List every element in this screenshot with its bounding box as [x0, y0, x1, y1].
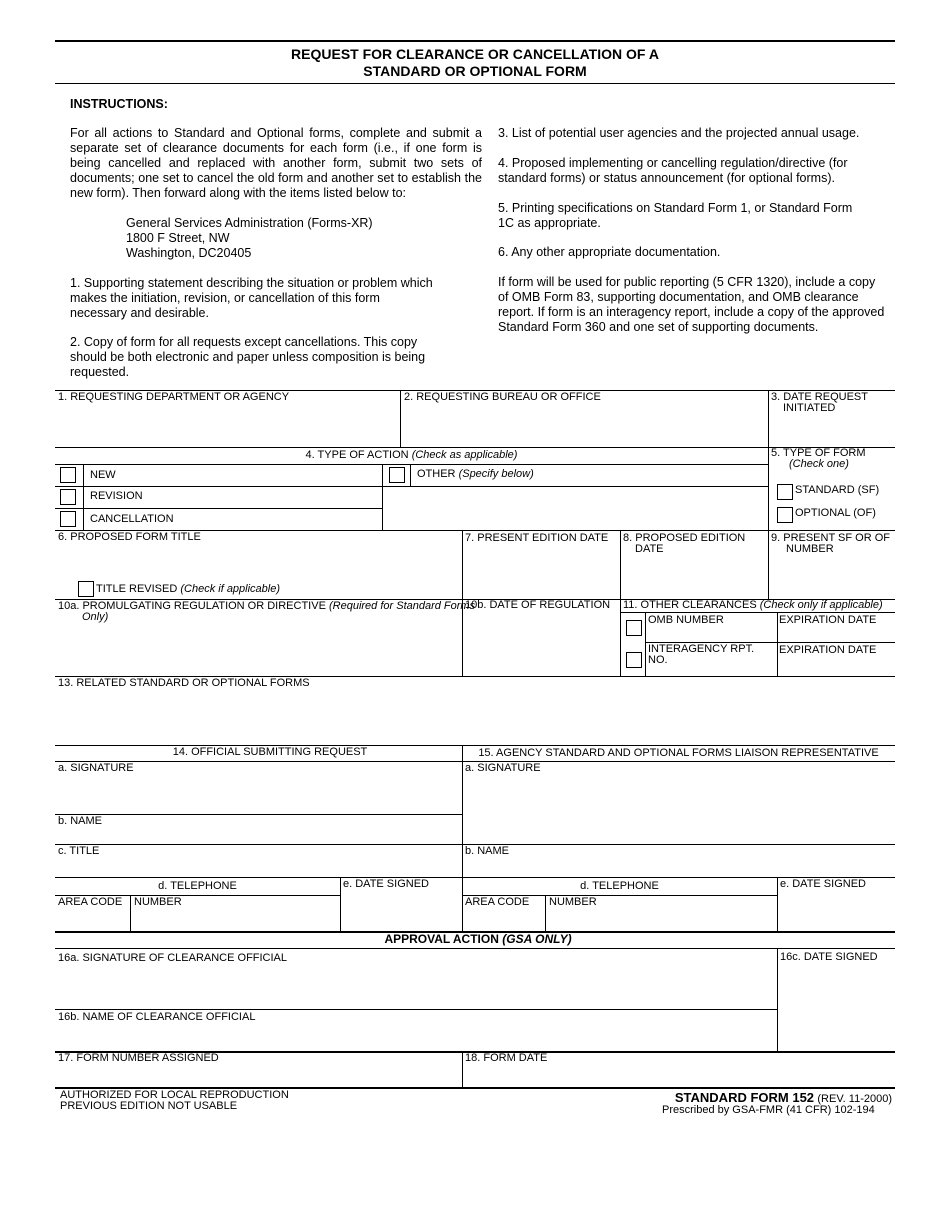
- field10a-label-line2: Only): [82, 611, 109, 623]
- interagency-checkbox[interactable]: [626, 652, 642, 668]
- field9-label-line1: 9. PRESENT SF OR OF: [771, 532, 890, 544]
- instructions-intro: For all actions to Standard and Optional forms, complete and submit a separate set of clearance documents for each form (i.e., if one form is being cancelled and replaced with another form, submit two sets of documents; one set to cancel the old form and another set to establish the new form). Then forward along with the items listed below to:: [70, 126, 482, 200]
- field5-label-line1: 5. TYPE OF FORM: [771, 447, 866, 459]
- instruction-item2: 2. Copy of form for all requests except cancellations. This copy should be both electronic and paper unless composition is being requested.: [70, 335, 426, 379]
- field16c-label: 16c. DATE SIGNED: [780, 951, 878, 963]
- address-line1: General Services Administration (Forms-XR): [126, 216, 373, 230]
- divider: [777, 612, 778, 676]
- interagency-label-line2: NO.: [648, 654, 668, 666]
- form-title-line2: STANDARD OR OPTIONAL FORM: [363, 63, 587, 79]
- field5-label-line2: (Check one): [789, 458, 849, 470]
- field8-label-line2: DATE: [635, 543, 664, 555]
- field8-label-line1: 8. PROPOSED EDITION: [623, 532, 746, 544]
- divider: [83, 464, 84, 530]
- footer-form-name: STANDARD FORM 152 (REV. 11-2000): [674, 1090, 892, 1105]
- form-title-line1: REQUEST FOR CLEARANCE OR CANCELLATION OF A: [291, 46, 659, 62]
- regulation-date-input[interactable]: [466, 620, 614, 668]
- submitter-signature-input[interactable]: [58, 780, 456, 808]
- rule: [382, 486, 768, 487]
- field15a-label: a. SIGNATURE: [465, 762, 541, 774]
- instruction-item6: 6. Any other appropriate documentation.: [498, 245, 721, 259]
- title-revised-label: TITLE REVISED (Check if applicable): [96, 583, 281, 595]
- revision-label: REVISION: [90, 490, 143, 502]
- field15d-label: d. TELEPHONE: [580, 880, 659, 892]
- divider: [130, 895, 131, 931]
- field4-label: 4. TYPE OF ACTION (Check as applicable): [305, 449, 518, 461]
- rule: [55, 486, 382, 487]
- field2-label: 2. REQUESTING BUREAU OR OFFICE: [404, 391, 601, 403]
- address-line3: Washington, DC20405: [126, 246, 252, 260]
- approval-heading: APPROVAL ACTION (GSA ONLY): [384, 932, 572, 946]
- field14e-label: e. DATE SIGNED: [343, 878, 429, 890]
- submitter-number-input[interactable]: [134, 911, 334, 927]
- divider: [620, 530, 621, 676]
- instruction-item5: 5. Printing specifications on Standard Form 1, or Standard Form 1C as appropriate.: [498, 201, 853, 230]
- liaison-name-input[interactable]: [466, 860, 890, 876]
- regulation-input[interactable]: [58, 628, 456, 668]
- other-label: OTHER (Specify below): [417, 468, 534, 480]
- number-label: NUMBER: [134, 896, 182, 908]
- other-checkbox[interactable]: [389, 467, 405, 483]
- divider: [777, 877, 778, 931]
- related-forms-input[interactable]: [58, 696, 888, 736]
- field16a-label: 16a. SIGNATURE OF CLEARANCE OFFICIAL: [58, 952, 288, 964]
- rule: [55, 447, 895, 448]
- divider: [462, 1051, 463, 1087]
- divider: [400, 390, 401, 447]
- field14-label: 14. OFFICIAL SUBMITTING REQUEST: [172, 746, 368, 758]
- requesting-agency-input[interactable]: [58, 410, 394, 440]
- divider: [340, 877, 341, 931]
- divider: [645, 612, 646, 676]
- form-number-assigned-input[interactable]: [58, 1067, 456, 1083]
- submitter-title-input[interactable]: [58, 860, 456, 876]
- instructions-note: If form will be used for public reporting (5 CFR 1320), include a copy of OMB Form 83, supporting documentation, and OMB clearance report. If form is an interagency report, include a copy of the approved Standard Form 360 and one set of supporting documents.: [498, 275, 885, 334]
- optional-checkbox[interactable]: [777, 507, 793, 523]
- field14b-label: b. NAME: [58, 815, 103, 827]
- submitter-date-signed-input[interactable]: [344, 895, 458, 927]
- rule: [55, 1009, 777, 1010]
- divider: [777, 948, 778, 1051]
- omb-number-label: OMB NUMBER: [648, 614, 724, 626]
- field3-label-line2: INITIATED: [783, 402, 836, 414]
- rule: [55, 877, 895, 878]
- address-line2: 1800 F Street, NW: [126, 231, 230, 245]
- divider: [382, 464, 383, 530]
- clearance-date-signed-input[interactable]: [781, 970, 891, 1046]
- standard-label: STANDARD (SF): [795, 484, 880, 496]
- rule: [462, 844, 895, 845]
- rule: [55, 508, 382, 509]
- liaison-date-signed-input[interactable]: [781, 895, 891, 927]
- field13-label: 13. RELATED STANDARD OR OPTIONAL FORMS: [58, 677, 310, 689]
- instruction-item4: 4. Proposed implementing or cancelling regulation/directive (for standard forms) or status announcement (for optional forms).: [498, 156, 848, 185]
- date-request-input[interactable]: [772, 420, 892, 442]
- field6-label: 6. PROPOSED FORM TITLE: [58, 531, 201, 543]
- interagency-expiration-label: EXPIRATION DATE: [779, 644, 877, 656]
- cancellation-checkbox[interactable]: [60, 511, 76, 527]
- interagency-label-line1: INTERAGENCY RPT.: [648, 643, 755, 655]
- new-label: NEW: [90, 469, 116, 481]
- liaison-number-label: NUMBER: [549, 896, 597, 908]
- revision-checkbox[interactable]: [60, 489, 76, 505]
- field14c-label: c. TITLE: [58, 845, 100, 857]
- field11-label: 11. OTHER CLEARANCES (Check only if applicable): [623, 599, 883, 611]
- instruction-item3: 3. List of potential user agencies and the projected annual usage.: [498, 126, 860, 140]
- divider: [768, 390, 769, 599]
- omb-expiration-label: EXPIRATION DATE: [779, 614, 877, 626]
- other-specify-input[interactable]: [388, 494, 762, 524]
- rule: [55, 814, 462, 815]
- top-rule: [55, 40, 895, 42]
- field15b-label: b. NAME: [465, 845, 510, 857]
- divider: [462, 745, 463, 931]
- rule: [55, 464, 768, 465]
- divider: [545, 895, 546, 931]
- footer-reproduction: AUTHORIZED FOR LOCAL REPRODUCTION: [60, 1089, 289, 1101]
- rule: [55, 948, 895, 949]
- instruction-item1: 1. Supporting statement describing the situation or problem which makes the initiation, revision, or cancellation of this form necessary and desirable.: [70, 276, 433, 320]
- optional-label: OPTIONAL (OF): [795, 507, 876, 519]
- clearance-name-input[interactable]: [58, 1028, 770, 1046]
- cancellation-label: CANCELLATION: [90, 513, 174, 525]
- title-rule: [55, 83, 895, 84]
- field10a-label: 10a. PROMULGATING REGULATION OR DIRECTIVE (Required for Standard Forms: [58, 600, 476, 612]
- new-checkbox[interactable]: [60, 467, 76, 483]
- field10b-label: 10b. DATE OF REGULATION: [465, 599, 611, 611]
- clearance-signature-input[interactable]: [58, 970, 770, 1004]
- footer-prescribed: Prescribed by GSA-FMR (41 CFR) 102-194: [662, 1104, 875, 1116]
- field14a-label: a. SIGNATURE: [58, 762, 134, 774]
- field18-label: 18. FORM DATE: [465, 1052, 548, 1064]
- field15e-label: e. DATE SIGNED: [780, 878, 866, 890]
- liaison-signature-input[interactable]: [466, 780, 890, 840]
- divider: [410, 464, 411, 486]
- submitter-name-input[interactable]: [58, 830, 456, 844]
- rule: [620, 612, 895, 613]
- standard-checkbox[interactable]: [777, 484, 793, 500]
- instructions-heading: INSTRUCTIONS:: [70, 97, 168, 111]
- field1-label: 1. REQUESTING DEPARTMENT OR AGENCY: [58, 391, 290, 403]
- title-revised-checkbox[interactable]: [78, 581, 94, 597]
- proposed-edition-date-input[interactable]: [624, 560, 764, 594]
- form-title-input[interactable]: [58, 548, 456, 576]
- liaison-number-input[interactable]: [549, 911, 773, 927]
- field17-label: 17. FORM NUMBER ASSIGNED: [58, 1052, 219, 1064]
- submitter-area-code-input[interactable]: [58, 911, 126, 927]
- rule: [55, 844, 462, 845]
- field15-label: 15. AGENCY STANDARD AND OPTIONAL FORMS LIAISON REPRESENTATIVE: [478, 747, 879, 759]
- footer-previous-edition: PREVIOUS EDITION NOT USABLE: [60, 1100, 238, 1112]
- present-form-number-input[interactable]: [772, 560, 892, 594]
- liaison-area-code-label: AREA CODE: [465, 896, 530, 908]
- field9-label-line2: NUMBER: [786, 543, 834, 555]
- form-date-input[interactable]: [466, 1067, 890, 1083]
- field3-label-line1: 3. DATE REQUEST: [771, 391, 868, 403]
- field14d-label: d. TELEPHONE: [158, 880, 237, 892]
- omb-checkbox[interactable]: [626, 620, 642, 636]
- field16b-label: 16b. NAME OF CLEARANCE OFFICIAL: [58, 1011, 256, 1023]
- area-code-label: AREA CODE: [58, 896, 123, 908]
- present-edition-date-input[interactable]: [466, 552, 614, 592]
- requesting-bureau-input[interactable]: [404, 410, 762, 440]
- liaison-area-code-input[interactable]: [466, 911, 542, 927]
- field7-label: 7. PRESENT EDITION DATE: [465, 532, 609, 544]
